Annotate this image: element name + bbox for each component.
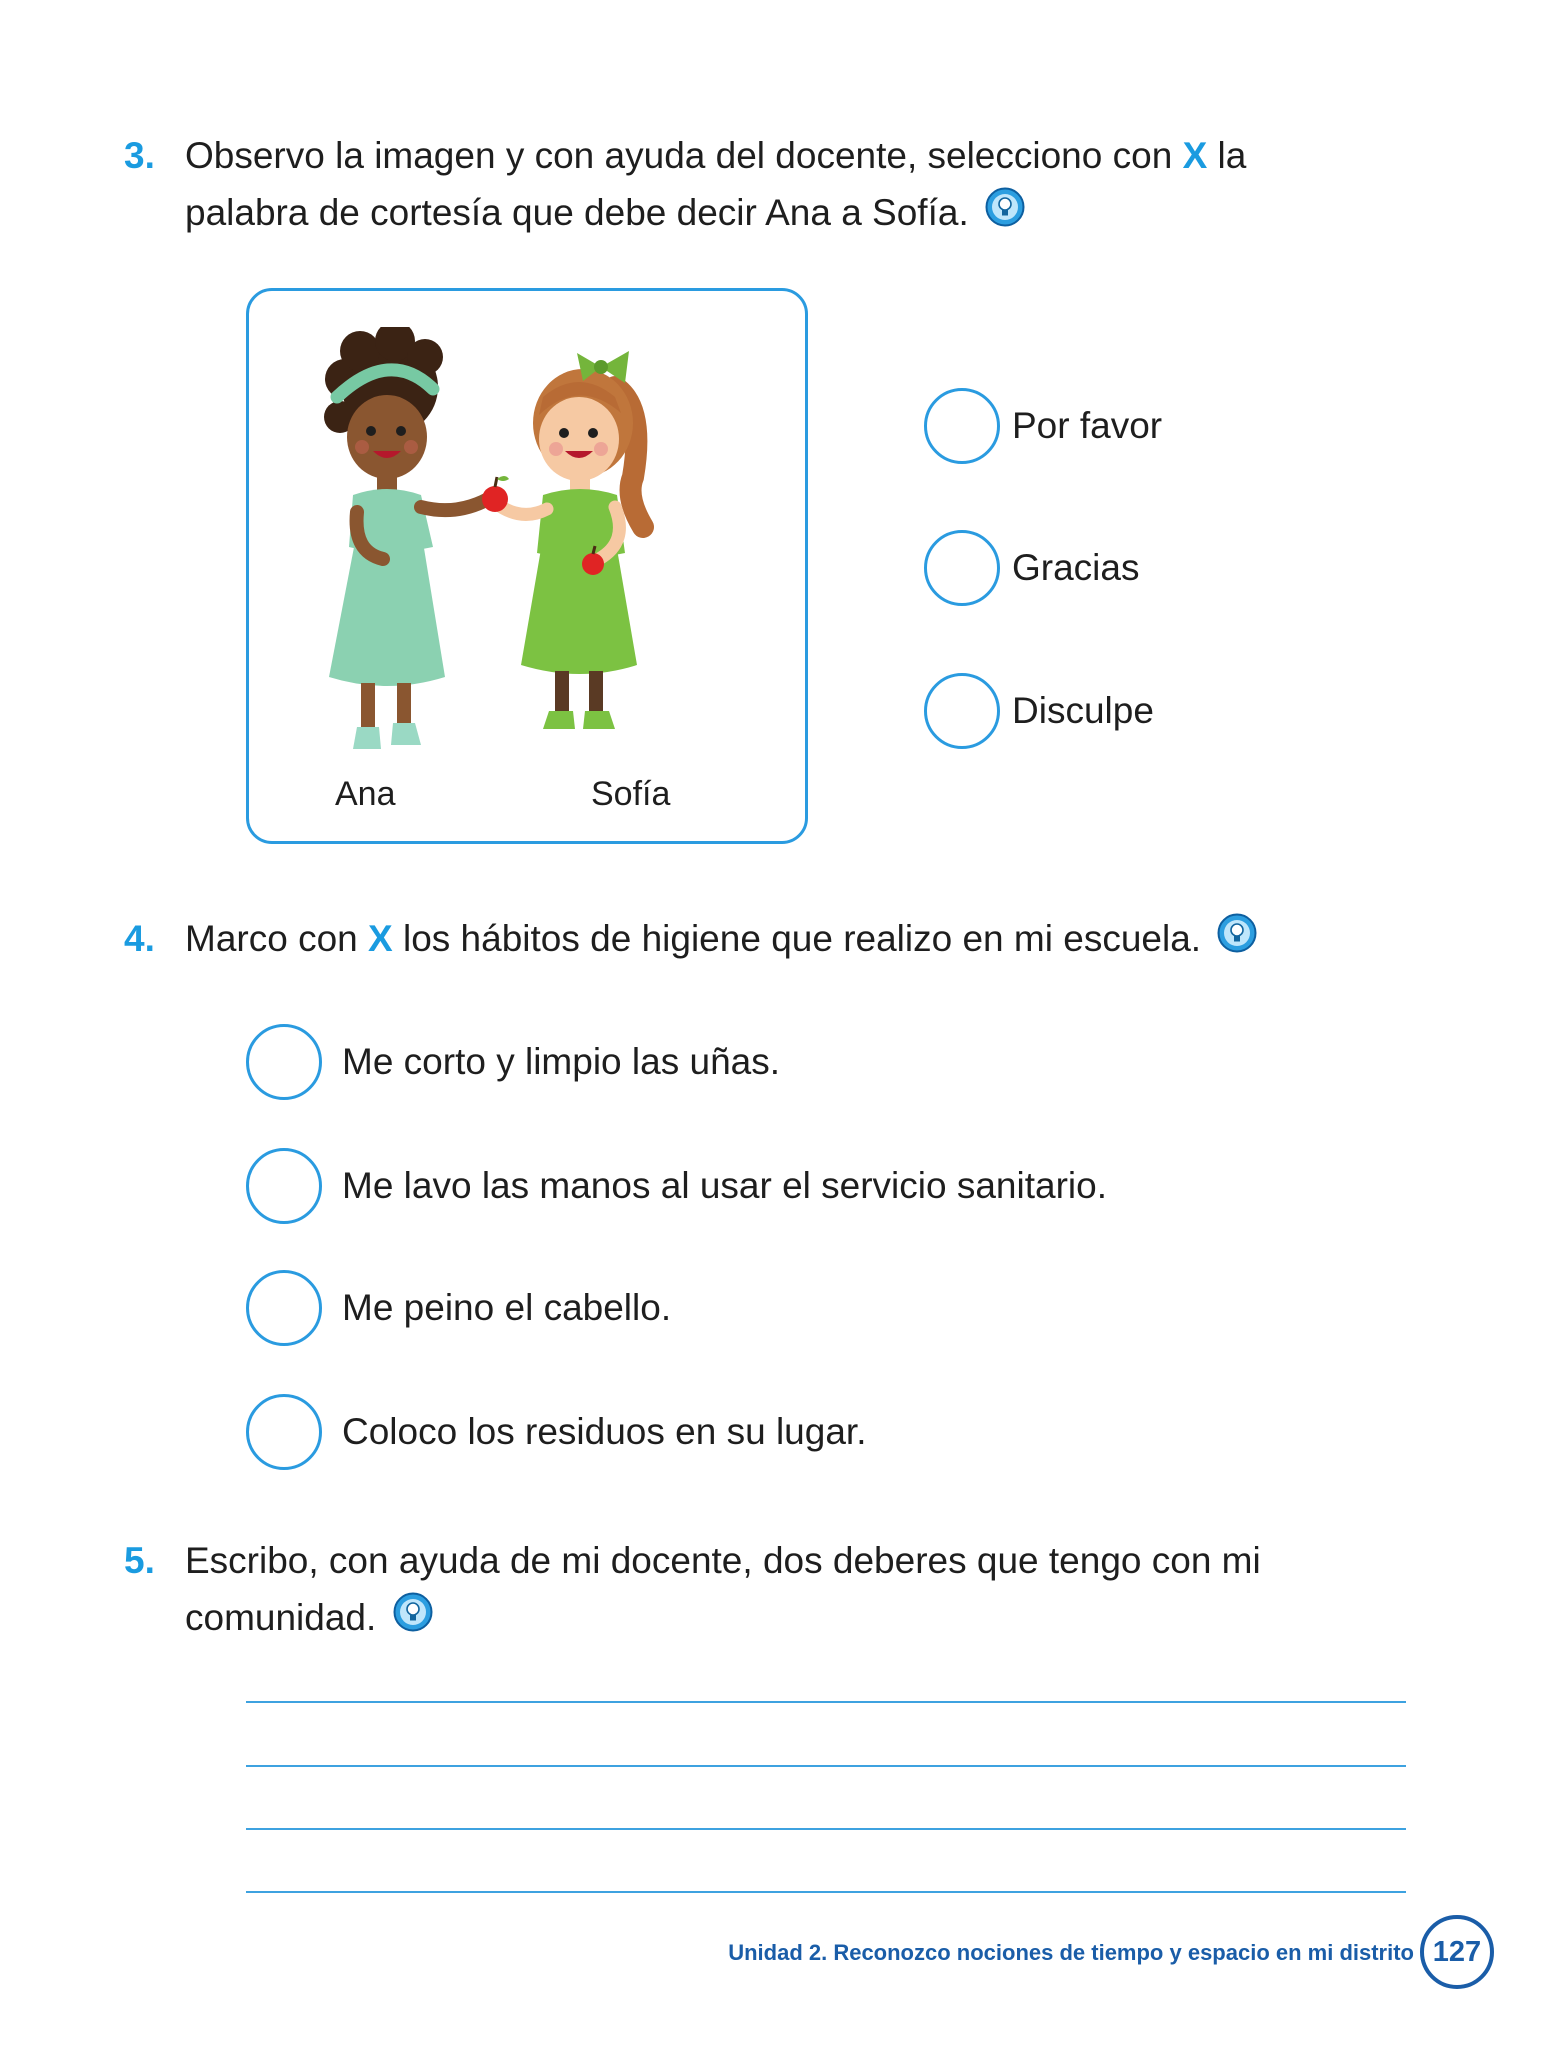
caption-sofia: Sofía <box>591 775 671 813</box>
question-5 <box>124 1532 1425 1646</box>
question-3 <box>124 127 1425 241</box>
option-hygiene-2[interactable] <box>246 1148 1107 1224</box>
page-number-badge <box>1420 1915 1494 1989</box>
question-3-text-a: Observo la imagen y con ayuda del docente, selecciono con <box>185 135 1173 176</box>
question-4-text-a: Marco con <box>185 918 358 959</box>
option-circle[interactable] <box>246 1394 322 1470</box>
ana-figure <box>324 327 495 749</box>
lightbulb-icon <box>1217 913 1257 953</box>
lightbulb-icon <box>985 187 1025 227</box>
writing-line[interactable] <box>246 1891 1406 1893</box>
question-4 <box>124 910 1425 967</box>
option-circle[interactable] <box>246 1270 322 1346</box>
option-por-favor[interactable] <box>924 388 1162 464</box>
girls-sharing-apple-illustration <box>265 327 793 767</box>
page-number: 127 <box>1432 1935 1482 1968</box>
option-hygiene-4[interactable] <box>246 1394 866 1470</box>
question-3-text-b: la <box>1217 135 1247 176</box>
option-label: Coloco los residuos en su lugar. <box>342 1411 867 1452</box>
apple-icon <box>482 476 509 512</box>
option-label: Gracias <box>1012 547 1140 588</box>
option-circle[interactable] <box>924 530 1000 606</box>
option-circle[interactable] <box>246 1024 322 1100</box>
question-4-line <box>185 910 1425 967</box>
question-4-text-b: los hábitos de higiene que realizo en mi escuela. <box>402 918 1202 959</box>
unit-footer: Unidad 2. Reconozco nociones de tiempo y espacio en mi distrito <box>728 1940 1414 1965</box>
writing-line[interactable] <box>246 1701 1406 1703</box>
lightbulb-icon <box>393 1592 433 1632</box>
sofia-figure <box>493 351 643 729</box>
illustration-frame <box>246 288 808 844</box>
option-circle[interactable] <box>924 388 1000 464</box>
question-5-line2 <box>185 1589 1425 1646</box>
option-hygiene-1[interactable] <box>246 1024 780 1100</box>
option-hygiene-3[interactable] <box>246 1270 671 1346</box>
option-gracias[interactable] <box>924 530 1139 606</box>
option-label: Disculpe <box>1012 690 1154 731</box>
question-3-number: 3. <box>124 135 155 176</box>
x-mark: X <box>1182 135 1208 176</box>
x-mark: X <box>368 918 393 959</box>
question-3-line1 <box>185 127 1425 184</box>
option-label: Me corto y limpio las uñas. <box>342 1041 781 1082</box>
question-5-line1: Escribo, con ayuda de mi docente, dos deberes que tengo con mi <box>185 1540 1261 1581</box>
writing-line[interactable] <box>246 1828 1406 1830</box>
option-disculpe[interactable] <box>924 673 1154 749</box>
question-5-number: 5. <box>124 1540 155 1581</box>
question-5-text-b: comunidad. <box>185 1597 377 1638</box>
question-4-number: 4. <box>124 918 155 959</box>
question-3-text-c: palabra de cortesía que debe decir Ana a Sofía. <box>185 192 969 233</box>
question-3-line2 <box>185 184 1425 241</box>
caption-ana: Ana <box>335 775 396 813</box>
option-circle[interactable] <box>924 673 1000 749</box>
option-label: Me lavo las manos al usar el servicio sanitario. <box>342 1165 1107 1206</box>
option-circle[interactable] <box>246 1148 322 1224</box>
option-label: Me peino el cabello. <box>342 1287 672 1328</box>
writing-line[interactable] <box>246 1765 1406 1767</box>
option-label: Por favor <box>1012 405 1163 446</box>
